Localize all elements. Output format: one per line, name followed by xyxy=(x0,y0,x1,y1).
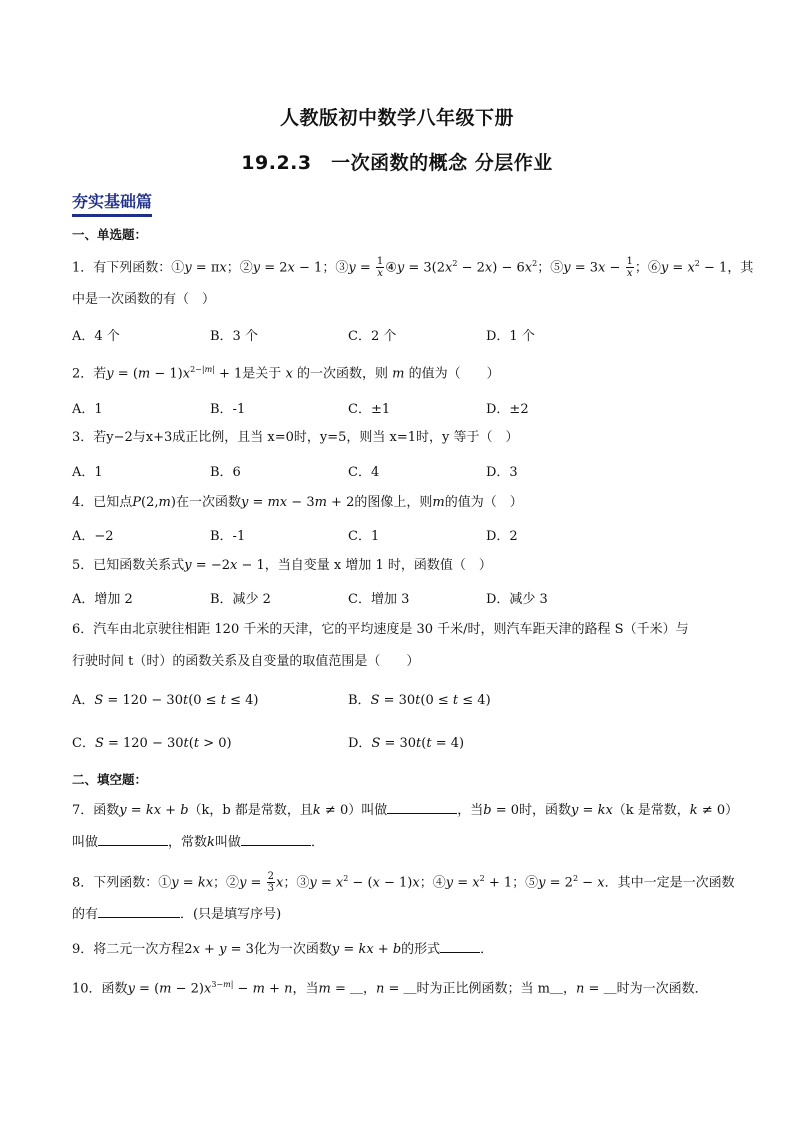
q5-line: 5．已知函数关系式y = −2x − 1，当自变量 x 增加 1 时，函数值（ ） xyxy=(72,558,492,573)
q5-option-c[interactable]: C．增加 3 xyxy=(348,592,410,607)
answer-blank[interactable] xyxy=(440,940,480,953)
q6-option-a[interactable]: A．S = 120 − 30t(0 ≤ t ≤ 4) xyxy=(72,693,259,708)
q2-option-b[interactable]: B．-1 xyxy=(210,402,246,417)
answer-blank[interactable] xyxy=(387,801,457,814)
q7-line2: 叫做 ，常数k叫做 ． xyxy=(72,835,324,850)
q7-line1: 7．函数y = kx + b（k，b 都是常数，且k ≠ 0）叫做 ，当b = 0时，函数y = kx（k 是常数，k ≠ 0） xyxy=(72,803,739,818)
q6-line1: 6．汽车由北京驶往相距 120 千米的天津，它的平均速度是 30 千米/时，则汽车距天津的路程 S（千米）与 xyxy=(72,622,689,637)
q4-option-c[interactable]: C．1 xyxy=(348,529,380,544)
q8-line2: 的有 ．(只是填写序号) xyxy=(72,907,282,922)
q5-option-a[interactable]: A．增加 2 xyxy=(72,592,133,607)
fraction: $\frac{1}{x}$ xyxy=(376,256,384,280)
q3-option-b[interactable]: B．6 xyxy=(210,465,241,480)
answer-blank[interactable] xyxy=(98,905,180,918)
q4-option-d[interactable]: D．2 xyxy=(486,529,518,544)
q1-option-d[interactable]: D．1 个 xyxy=(486,329,535,344)
q1-option-b[interactable]: B．3 个 xyxy=(210,329,258,344)
q5-option-b[interactable]: B．减少 2 xyxy=(210,592,271,607)
q6-line2: 行驶时间 t（时）的函数关系及自变量的取值范围是（ ） xyxy=(72,654,420,669)
document-title: 人教版初中数学八年级下册 xyxy=(279,107,514,129)
q2-line: 2．若$y = (m - 1)x^{2-|m|} + 1$是关于 x 的一次函数，则 m 的值为（ ） xyxy=(72,365,500,382)
q5-option-d[interactable]: D．减少 3 xyxy=(486,592,548,607)
q2-option-a[interactable]: A．1 xyxy=(72,402,103,417)
answer-blank[interactable] xyxy=(241,833,311,846)
q1-line2: 中是一次函数的有（ ） xyxy=(72,292,216,307)
document-subtitle: 19.2.3 一次函数的概念 分层作业 xyxy=(241,152,553,174)
q3-option-d[interactable]: D．3 xyxy=(486,465,518,480)
q3-option-c[interactable]: C．4 xyxy=(348,465,380,480)
q2-option-d[interactable]: D．±2 xyxy=(486,402,529,417)
q4-line: 4．已知点P(2,m)在一次函数y = mx − 3m + 2的图像上，则m的值为（ ） xyxy=(72,495,523,510)
part1-heading: 一、单选题： xyxy=(72,227,148,242)
section-tag: 夯实基础篇 xyxy=(72,189,152,217)
q10-line: 10．函数$y = (m - 2)x^{3-m|} - m + n$，当m = ＿，n = ＿时为正比例函数；当 m＿，n = ＿时为一次函数． xyxy=(72,980,708,997)
q1-option-a[interactable]: A．4 个 xyxy=(72,329,120,344)
q6-option-b[interactable]: B．S = 30t(0 ≤ t ≤ 4) xyxy=(348,693,491,708)
q6-option-d[interactable]: D．S = 30t(t = 4) xyxy=(348,736,465,751)
answer-blank[interactable] xyxy=(98,833,168,846)
fraction: $\frac{2}{3}$ xyxy=(267,871,274,895)
q2-option-c[interactable]: C．±1 xyxy=(348,402,391,417)
q9-line: 9．将二元一次方程2x + y = 3化为一次函数y = kx + b的形式 ． xyxy=(72,942,494,957)
q1-line1: 1．有下列函数：①y = πx；②y = 2x − 1；③y = $\frac{1}{x}$ ④y = $3(2x^2 - 2x) - 6x^2$；⑤y = 3x − $\frac{1}{x}$ ；⑥y = $x^2 - 1$，其 xyxy=(72,256,754,280)
q1-option-c[interactable]: C．2 个 xyxy=(348,329,397,344)
q8-line1: 8．下列函数：①y = kx；②y = $\frac{2}{3}$ x；③y = $x^2 - (x - 1)x$；④y = $x^2 + 1$；⑤y = $2^2 - x$．其中一定是一次函数 xyxy=(72,871,735,895)
q3-option-a[interactable]: A．1 xyxy=(72,465,103,480)
part2-heading: 二、填空题： xyxy=(72,772,148,787)
q3-line: 3．若y−2与x+3成正比例，且当 x=0时，y=5，则当 x=1时，y 等于（ ） xyxy=(72,430,519,445)
q6-option-c[interactable]: C．S = 120 − 30t(t > 0) xyxy=(72,736,232,751)
q4-option-b[interactable]: B．-1 xyxy=(210,529,246,544)
q4-option-a[interactable]: A．−2 xyxy=(72,529,114,544)
fraction: $\frac{1}{x}$ xyxy=(626,256,633,280)
